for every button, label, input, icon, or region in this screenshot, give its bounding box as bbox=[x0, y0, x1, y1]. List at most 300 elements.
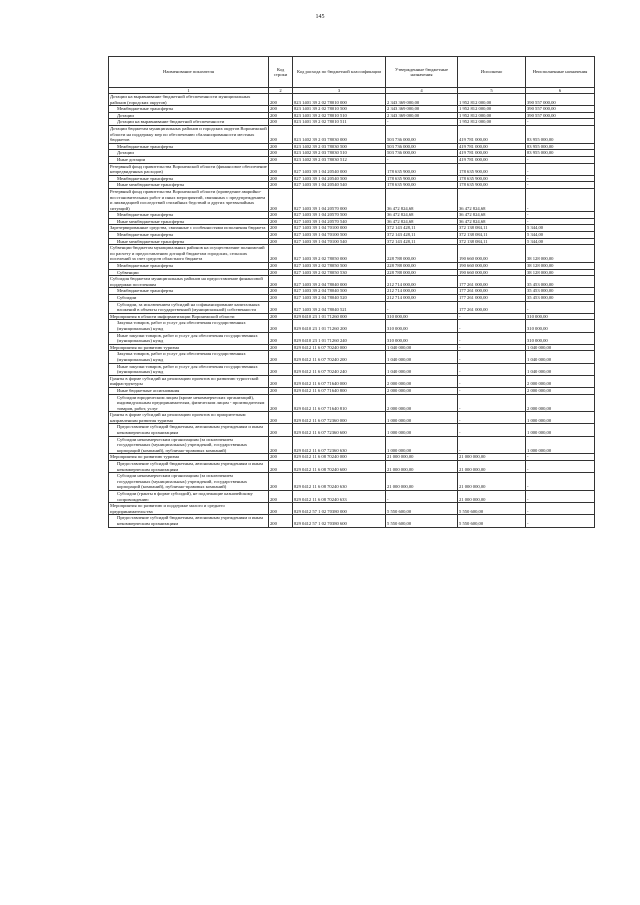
row-line-code: 200 bbox=[269, 119, 293, 126]
row-name: Гранты в форме субсидий на реализацию проектов по приоритетным направлениям развития туризма bbox=[109, 412, 269, 424]
row-budget-code: 829 0412 11 6 08 70240 600 bbox=[293, 461, 386, 473]
row-unexecuted-amount: - bbox=[526, 515, 595, 527]
row-name: Предоставление субсидий бюджетным, автономным учреждениям и иным некоммерческим организациям bbox=[109, 424, 269, 436]
row-unexecuted-amount: - bbox=[526, 119, 595, 126]
row-approved-amount: 310 000,00 bbox=[386, 320, 458, 332]
row-approved-amount: 1 040 000,00 bbox=[386, 363, 458, 375]
table-row bbox=[109, 454, 595, 461]
row-approved-amount: 503 736 000,00 bbox=[386, 150, 458, 157]
row-line-code: 200 bbox=[269, 412, 293, 424]
row-unexecuted-amount: 5 344,00 bbox=[526, 238, 595, 245]
row-line-code: 200 bbox=[269, 225, 293, 232]
row-line-code: 200 bbox=[269, 313, 293, 320]
row-executed-amount: 177 261 000,00 bbox=[458, 276, 526, 288]
row-budget-code: 829 0410 23 1 01 71260 240 bbox=[293, 332, 386, 344]
row-executed-amount: - bbox=[458, 387, 526, 394]
row-executed-amount: 177 261 000,00 bbox=[458, 288, 526, 295]
row-line-code: 200 bbox=[269, 112, 293, 119]
row-line-code: 200 bbox=[269, 503, 293, 515]
row-executed-amount: 1 952 812 000,00 bbox=[458, 94, 526, 106]
row-executed-amount: 190 660 000,00 bbox=[458, 263, 526, 270]
row-budget-code: 827 1403 39 2 04 78040 521 bbox=[293, 301, 386, 313]
row-executed-amount: 5 550 600,00 bbox=[458, 515, 526, 527]
row-approved-amount: 372 143 428,11 bbox=[386, 238, 458, 245]
table-row bbox=[109, 424, 595, 436]
row-executed-amount: - bbox=[458, 344, 526, 351]
row-executed-amount: 372 138 084,11 bbox=[458, 238, 526, 245]
row-approved-amount: 178 635 900,00 bbox=[386, 182, 458, 189]
row-line-code: 200 bbox=[269, 301, 293, 313]
table-row bbox=[109, 503, 595, 515]
row-line-code: 200 bbox=[269, 163, 293, 175]
row-line-code: 200 bbox=[269, 125, 293, 143]
table-row bbox=[109, 351, 595, 363]
row-executed-amount: - bbox=[458, 313, 526, 320]
row-line-code: 200 bbox=[269, 454, 293, 461]
row-name: Мероприятия по развитию и поддержке малого и среднего предпринимательства bbox=[109, 503, 269, 515]
row-unexecuted-amount: - bbox=[526, 491, 595, 503]
row-name: Мероприятия в области информатизации Воронежской области bbox=[109, 313, 269, 320]
row-budget-code: 829 0412 11 6 08 70240 000 bbox=[293, 454, 386, 461]
row-line-code: 200 bbox=[269, 375, 293, 387]
row-name: Предоставление субсидий бюджетным, автономным учреждениям и иным некоммерческим организациям bbox=[109, 461, 269, 473]
row-approved-amount: 2 000 000,00 bbox=[386, 394, 458, 412]
row-budget-code: 829 0412 11 6 07 72360 000 bbox=[293, 412, 386, 424]
row-line-code: 200 bbox=[269, 150, 293, 157]
table-row bbox=[109, 313, 595, 320]
row-budget-code: 829 0412 11 6 07 72360 630 bbox=[293, 436, 386, 454]
row-name: Межбюджетные трансферты bbox=[109, 232, 269, 239]
row-unexecuted-amount: - bbox=[526, 175, 595, 182]
row-executed-amount: 177 261 000,00 bbox=[458, 301, 526, 313]
row-approved-amount: 178 635 900,00 bbox=[386, 163, 458, 175]
row-executed-amount: 372 138 084,11 bbox=[458, 225, 526, 232]
table-row bbox=[109, 394, 595, 412]
row-line-code: 200 bbox=[269, 188, 293, 211]
row-approved-amount: 178 635 900,00 bbox=[386, 175, 458, 182]
header-budget-code: Код расхода по бюджетной классификации bbox=[293, 57, 386, 88]
row-budget-code: 827 1403 39 2 02 78050 000 bbox=[293, 245, 386, 263]
table-row bbox=[109, 515, 595, 527]
row-approved-amount: 5 550 600,00 bbox=[386, 503, 458, 515]
row-line-code: 200 bbox=[269, 436, 293, 454]
budget-execution-table bbox=[108, 56, 595, 528]
header-name: Наименование показателя bbox=[109, 57, 269, 88]
row-approved-amount: 372 143 428,11 bbox=[386, 225, 458, 232]
row-approved-amount: 212 714 000,00 bbox=[386, 295, 458, 302]
row-name: Иные закупки товаров, работ и услуг для обеспечения государственных (муниципальных) нужд bbox=[109, 332, 269, 344]
row-line-code: 200 bbox=[269, 232, 293, 239]
row-unexecuted-amount: - bbox=[526, 461, 595, 473]
table-row bbox=[109, 94, 595, 106]
table-row bbox=[109, 332, 595, 344]
row-budget-code: 829 0412 57 1 02 70380 000 bbox=[293, 503, 386, 515]
table-row bbox=[109, 106, 595, 113]
table-row bbox=[109, 269, 595, 276]
row-budget-code: 827 1403 39 1 04 70100 000 bbox=[293, 225, 386, 232]
row-budget-code: 829 0412 57 1 02 70380 600 bbox=[293, 515, 386, 527]
row-unexecuted-amount: 1 040 000,00 bbox=[526, 363, 595, 375]
row-name: Субсидии некоммерческим организациям (за исключением государственных (муниципальных) учреждений, государственных корпораций (компаний), публично-правовых компаний) bbox=[109, 436, 269, 454]
row-unexecuted-amount: - bbox=[526, 156, 595, 163]
row-executed-amount: - bbox=[458, 394, 526, 412]
row-unexecuted-amount: 1 040 000,00 bbox=[526, 351, 595, 363]
row-line-code: 200 bbox=[269, 288, 293, 295]
row-approved-amount: 310 000,00 bbox=[386, 313, 458, 320]
row-unexecuted-amount: 2 000 000,00 bbox=[526, 387, 595, 394]
row-unexecuted-amount: 1 000 000,00 bbox=[526, 424, 595, 436]
page-number: 145 bbox=[315, 14, 325, 20]
row-name: Дотации на выравнивание бюджетной обеспеченности муниципальных районов (городских округов) bbox=[109, 94, 269, 106]
row-budget-code: 827 1403 39 1 04 20570 500 bbox=[293, 212, 386, 219]
row-budget-code: 827 1403 39 1 04 70100 500 bbox=[293, 232, 386, 239]
row-line-code: 200 bbox=[269, 332, 293, 344]
row-line-code: 200 bbox=[269, 491, 293, 503]
row-name: Межбюджетные трансферты bbox=[109, 212, 269, 219]
row-unexecuted-amount: 1 000 000,00 bbox=[526, 436, 595, 454]
table-row bbox=[109, 225, 595, 232]
table-row bbox=[109, 188, 595, 211]
table-row bbox=[109, 112, 595, 119]
row-unexecuted-amount: - bbox=[526, 182, 595, 189]
row-name: Гранты в форме субсидий на реализацию проектов по развитию туристской инфраструктуры bbox=[109, 375, 269, 387]
table-row bbox=[109, 156, 595, 163]
row-unexecuted-amount: 83 955 000,00 bbox=[526, 143, 595, 150]
table-row bbox=[109, 125, 595, 143]
row-approved-amount: 503 736 000,00 bbox=[386, 125, 458, 143]
row-unexecuted-amount: 35 453 000,00 bbox=[526, 295, 595, 302]
row-executed-amount: 21 000 000,00 bbox=[458, 454, 526, 461]
row-budget-code: 823 1401 39 2 02 78010 511 bbox=[293, 119, 386, 126]
row-unexecuted-amount: 1 000 000,00 bbox=[526, 412, 595, 424]
table-row bbox=[109, 263, 595, 270]
row-budget-code: 829 0412 11 6 07 72360 600 bbox=[293, 424, 386, 436]
row-executed-amount: 419 781 000,00 bbox=[458, 156, 526, 163]
row-name: Мероприятия по развитию туризма bbox=[109, 454, 269, 461]
row-approved-amount: 228 788 000,00 bbox=[386, 245, 458, 263]
row-unexecuted-amount: - bbox=[526, 301, 595, 313]
row-budget-code: 823 1402 39 2 03 78030 000 bbox=[293, 125, 386, 143]
row-approved-amount: 310 000,00 bbox=[386, 332, 458, 344]
table-row bbox=[109, 276, 595, 288]
row-executed-amount: 178 635 900,00 bbox=[458, 182, 526, 189]
table-row bbox=[109, 461, 595, 473]
table-row bbox=[109, 212, 595, 219]
column-number: 6 bbox=[526, 88, 595, 94]
row-line-code: 200 bbox=[269, 276, 293, 288]
row-name: Резервный фонд правительства Воронежской области (финансовое обеспечение непредвиденных расходов) bbox=[110, 163, 267, 175]
row-name: Межбюджетные трансферты bbox=[109, 263, 269, 270]
row-name: Закупка товаров, работ и услуг для обеспечения государственных (муниципальных) нужд bbox=[109, 320, 269, 332]
row-executed-amount: 5 550 600,00 bbox=[458, 503, 526, 515]
row-name: Субсидии (гранты в форме субсидий), не подлежащие казначейскому сопровождению bbox=[109, 491, 269, 503]
table-row bbox=[109, 238, 595, 245]
table-row bbox=[109, 182, 595, 189]
row-line-code: 200 bbox=[269, 394, 293, 412]
row-approved-amount: 21 000 000,00 bbox=[386, 473, 458, 491]
row-unexecuted-amount: 38 128 000,00 bbox=[526, 263, 595, 270]
column-number: 4 bbox=[386, 88, 458, 94]
row-name: Предоставление субсидий бюджетным, автономным учреждениям и иным некоммерческим организациям bbox=[109, 515, 269, 527]
row-unexecuted-amount: 1 040 000,00 bbox=[526, 344, 595, 351]
table-row bbox=[109, 163, 595, 175]
row-executed-amount: 1 952 812 000,00 bbox=[458, 112, 526, 119]
row-name: Межбюджетные трансферты bbox=[109, 175, 269, 182]
row-name: Мероприятия по развитию туризма bbox=[109, 344, 269, 351]
row-approved-amount: 1 000 000,00 bbox=[386, 424, 458, 436]
table-row bbox=[109, 150, 595, 157]
header-unexecuted: Неисполненные назначения bbox=[526, 57, 595, 88]
row-executed-amount: 1 952 812 000,00 bbox=[458, 106, 526, 113]
row-line-code: 200 bbox=[269, 106, 293, 113]
row-budget-code: 829 0412 11 6 07 70240 240 bbox=[293, 363, 386, 375]
row-executed-amount: 21 000 000,00 bbox=[458, 473, 526, 491]
row-approved-amount: - bbox=[386, 301, 458, 313]
row-unexecuted-amount: 2 000 000,00 bbox=[526, 375, 595, 387]
row-unexecuted-amount: 310 000,00 bbox=[526, 313, 595, 320]
row-approved-amount: 21 000 000,00 bbox=[386, 454, 458, 461]
row-executed-amount: - bbox=[458, 424, 526, 436]
row-budget-code: 827 1403 39 1 04 20540 540 bbox=[293, 182, 386, 189]
table-row bbox=[109, 375, 595, 387]
row-budget-code: 827 1403 39 2 04 78040 500 bbox=[293, 288, 386, 295]
row-executed-amount: 178 635 900,00 bbox=[458, 163, 526, 175]
row-executed-amount: 36 472 824,68 bbox=[458, 188, 526, 211]
row-unexecuted-amount: 35 453 000,00 bbox=[526, 288, 595, 295]
row-budget-code: 823 1401 39 2 02 78010 000 bbox=[293, 94, 386, 106]
row-budget-code: 829 0410 23 1 01 71260 200 bbox=[293, 320, 386, 332]
row-executed-amount: 36 472 824,68 bbox=[458, 218, 526, 225]
row-executed-amount: - bbox=[458, 363, 526, 375]
row-executed-amount: 21 000 000,00 bbox=[458, 491, 526, 503]
row-line-code: 200 bbox=[269, 461, 293, 473]
row-unexecuted-amount: 310 000,00 bbox=[526, 320, 595, 332]
row-approved-amount: 228 788 000,00 bbox=[386, 263, 458, 270]
row-approved-amount: 503 736 000,00 bbox=[386, 143, 458, 150]
column-number: 2 bbox=[269, 88, 293, 94]
table-row bbox=[109, 245, 595, 263]
table-row bbox=[109, 232, 595, 239]
row-line-code: 200 bbox=[269, 212, 293, 219]
row-executed-amount: 419 781 000,00 bbox=[458, 143, 526, 150]
row-budget-code: 829 0412 11 6 07 71640 000 bbox=[293, 375, 386, 387]
row-budget-code: 827 1403 39 2 02 78050 530 bbox=[293, 269, 386, 276]
row-line-code: 200 bbox=[269, 515, 293, 527]
row-name: Дотации на выравнивание бюджетной обеспеченности bbox=[109, 119, 269, 126]
table-row bbox=[109, 387, 595, 394]
row-approved-amount: 36 472 824,68 bbox=[386, 218, 458, 225]
table-row bbox=[109, 119, 595, 126]
table-row bbox=[109, 143, 595, 150]
row-approved-amount: 1 000 000,00 bbox=[386, 412, 458, 424]
row-unexecuted-amount: 390 557 000,00 bbox=[526, 112, 595, 119]
table-row bbox=[109, 218, 595, 225]
row-line-code: 200 bbox=[269, 143, 293, 150]
row-approved-amount: 2 000 000,00 bbox=[386, 387, 458, 394]
row-approved-amount: 1 040 000,00 bbox=[386, 344, 458, 351]
row-unexecuted-amount: 38 128 000,00 bbox=[526, 245, 595, 263]
row-name: Дотации bbox=[109, 150, 269, 157]
row-approved-amount: - bbox=[386, 156, 458, 163]
row-line-code: 200 bbox=[269, 94, 293, 106]
row-budget-code: 827 1403 39 1 04 20570 000 bbox=[293, 188, 386, 211]
row-approved-amount: 1 000 000,00 bbox=[386, 436, 458, 454]
row-executed-amount: 419 781 000,00 bbox=[458, 125, 526, 143]
row-executed-amount: 178 635 900,00 bbox=[458, 175, 526, 182]
row-line-code: 200 bbox=[269, 363, 293, 375]
row-line-code: 200 bbox=[269, 387, 293, 394]
row-executed-amount: - bbox=[458, 436, 526, 454]
row-budget-code: 823 1402 39 2 03 78030 510 bbox=[293, 150, 386, 157]
table-row bbox=[109, 473, 595, 491]
row-approved-amount: 2 343 369 000,00 bbox=[386, 112, 458, 119]
row-budget-code: 829 0412 11 6 07 71640 810 bbox=[293, 394, 386, 412]
row-approved-amount: 1 040 000,00 bbox=[386, 351, 458, 363]
row-approved-amount: 2 000 000,00 bbox=[386, 375, 458, 387]
row-budget-code: 827 1403 39 1 04 20540 500 bbox=[293, 175, 386, 182]
row-name: Дотации бюджетам муниципальных районов и городских округов Воронежской области на поддержку мер по обеспечению сбалансированности местных бюджетов bbox=[110, 125, 267, 143]
row-line-code: 200 bbox=[269, 263, 293, 270]
row-executed-amount: 177 261 000,00 bbox=[458, 295, 526, 302]
row-executed-amount: - bbox=[458, 332, 526, 344]
column-number: 1 bbox=[109, 88, 269, 94]
row-budget-code: 823 1401 39 2 02 78010 510 bbox=[293, 112, 386, 119]
row-unexecuted-amount: 5 344,00 bbox=[526, 225, 595, 232]
row-line-code: 200 bbox=[269, 320, 293, 332]
row-executed-amount: - bbox=[458, 375, 526, 387]
row-approved-amount: 2 343 369 000,00 bbox=[386, 94, 458, 106]
row-approved-amount: 372 143 428,11 bbox=[386, 232, 458, 239]
row-unexecuted-amount: 310 000,00 bbox=[526, 332, 595, 344]
table-row bbox=[109, 344, 595, 351]
table-header bbox=[109, 57, 595, 94]
row-line-code: 200 bbox=[269, 269, 293, 276]
row-budget-code: 823 1402 39 2 03 78030 512 bbox=[293, 156, 386, 163]
row-unexecuted-amount: - bbox=[526, 212, 595, 219]
row-budget-code: 829 0412 11 6 08 70240 633 bbox=[293, 491, 386, 503]
row-unexecuted-amount: 5 344,00 bbox=[526, 232, 595, 239]
row-line-code: 200 bbox=[269, 245, 293, 263]
row-approved-amount: 36 472 824,68 bbox=[386, 212, 458, 219]
row-unexecuted-amount: - bbox=[526, 188, 595, 211]
row-unexecuted-amount: 390 557 000,00 bbox=[526, 94, 595, 106]
column-number: 5 bbox=[458, 88, 526, 94]
row-line-code: 200 bbox=[269, 218, 293, 225]
row-name: Иные бюджетные ассигнования bbox=[109, 387, 269, 394]
row-name: Субсидии некоммерческим организациям (за исключением государственных (муниципальных) учреждений, государственных корпораций (компаний), публично-правовых компаний) bbox=[109, 473, 269, 491]
table-row bbox=[109, 363, 595, 375]
row-unexecuted-amount: 390 557 000,00 bbox=[526, 106, 595, 113]
row-unexecuted-amount: 2 000 000,00 bbox=[526, 394, 595, 412]
row-line-code: 200 bbox=[269, 182, 293, 189]
table-row bbox=[109, 412, 595, 424]
row-line-code: 200 bbox=[269, 424, 293, 436]
row-approved-amount: 5 550 600,00 bbox=[386, 515, 458, 527]
row-budget-code: 829 0412 11 6 07 70240 000 bbox=[293, 344, 386, 351]
row-unexecuted-amount: - bbox=[526, 503, 595, 515]
row-name: Иные межбюджетные трансферты bbox=[109, 182, 269, 189]
header-line-code: Код строки bbox=[269, 57, 293, 88]
row-approved-amount: - bbox=[386, 119, 458, 126]
row-name: Субсидии bbox=[109, 295, 269, 302]
row-unexecuted-amount: 83 955 000,00 bbox=[526, 150, 595, 157]
header-executed: Исполнено bbox=[458, 57, 526, 88]
row-name: Иные межбюджетные трансферты bbox=[109, 238, 269, 245]
row-name: Межбюджетные трансферты bbox=[109, 143, 269, 150]
row-name: Субсидии юридическим лицам (кроме некоммерческих организаций), индивидуальным предпринимателям, физическим лицам - производителям товаров, работ, услуг bbox=[109, 394, 269, 412]
row-line-code: 200 bbox=[269, 473, 293, 491]
row-name: Закупка товаров, работ и услуг для обеспечения государственных (муниципальных) нужд bbox=[109, 351, 269, 363]
row-budget-code: 827 1403 39 1 04 20540 000 bbox=[293, 163, 386, 175]
row-executed-amount: 190 660 000,00 bbox=[458, 245, 526, 263]
row-budget-code: 829 0412 11 6 07 71640 800 bbox=[293, 387, 386, 394]
row-name: Резервный фонд правительства Воронежской области (проведение аварийно-восстановительных работ и иных мероприятий, связанных с предупреждением и ликвидацией последствий стихийных бедствий и других чрезвычайных ситуаций) bbox=[109, 188, 269, 211]
table-row bbox=[109, 288, 595, 295]
row-budget-code: 827 1403 39 1 04 20570 540 bbox=[293, 218, 386, 225]
row-approved-amount: 212 714 000,00 bbox=[386, 276, 458, 288]
row-budget-code: 827 1403 39 2 04 78040 000 bbox=[293, 276, 386, 288]
row-name: Иные межбюджетные трансферты bbox=[109, 218, 269, 225]
table-row bbox=[109, 175, 595, 182]
row-name: Субвенции бюджетам муниципальных районов на осуществление полномочий по расчету и предоставлению дотаций бюджетам городских, сельских поселений за счет средств областного бюджета bbox=[109, 245, 269, 263]
row-executed-amount: 21 000 000,00 bbox=[458, 461, 526, 473]
row-name: Межбюджетные трансферты bbox=[109, 106, 269, 113]
row-line-code: 200 bbox=[269, 238, 293, 245]
row-name: Межбюджетные трансферты bbox=[109, 288, 269, 295]
table-row bbox=[109, 301, 595, 313]
row-unexecuted-amount: 38 128 000,00 bbox=[526, 269, 595, 276]
row-name: Субсидии, за исключением субсидий на софинансирование капитальных вложений в объекты государственной (муниципальной) собственности bbox=[109, 301, 269, 313]
row-unexecuted-amount: 35 453 000,00 bbox=[526, 276, 595, 288]
row-executed-amount: 419 781 000,00 bbox=[458, 150, 526, 157]
row-budget-code: 823 1402 39 2 03 78030 500 bbox=[293, 143, 386, 150]
row-executed-amount: 1 952 812 000,00 bbox=[458, 119, 526, 126]
row-approved-amount: 21 000 000,00 bbox=[386, 461, 458, 473]
table-body bbox=[109, 94, 595, 528]
row-budget-code: 827 1403 39 2 02 78050 500 bbox=[293, 263, 386, 270]
row-executed-amount: - bbox=[458, 320, 526, 332]
row-line-code: 200 bbox=[269, 295, 293, 302]
row-approved-amount: 212 714 000,00 bbox=[386, 288, 458, 295]
header-approved: Утвержденные бюджетные назначения bbox=[386, 57, 458, 88]
table-row bbox=[109, 320, 595, 332]
row-approved-amount: 2 343 369 000,00 bbox=[386, 106, 458, 113]
row-budget-code: 827 1403 39 1 04 70100 540 bbox=[293, 238, 386, 245]
column-number: 3 bbox=[293, 88, 386, 94]
row-executed-amount: - bbox=[458, 412, 526, 424]
row-name: Зарезервированные средства, связанные с особенностями исполнения бюджета bbox=[109, 225, 269, 232]
row-line-code: 200 bbox=[269, 175, 293, 182]
row-name: Дотации bbox=[109, 112, 269, 119]
row-unexecuted-amount: - bbox=[526, 454, 595, 461]
row-approved-amount: 36 472 824,68 bbox=[386, 188, 458, 211]
table-row bbox=[109, 436, 595, 454]
row-executed-amount: 190 660 000,00 bbox=[458, 269, 526, 276]
row-name: Субвенции bbox=[109, 269, 269, 276]
row-name: Субсидия бюджетам муниципальных районов на предоставление финансовой поддержки поселениям bbox=[109, 276, 269, 288]
row-line-code: 200 bbox=[269, 156, 293, 163]
table-row bbox=[109, 491, 595, 503]
row-unexecuted-amount: - bbox=[526, 473, 595, 491]
row-executed-amount: 36 472 824,68 bbox=[458, 212, 526, 219]
row-line-code: 200 bbox=[269, 351, 293, 363]
row-name: Иные закупки товаров, работ и услуг для обеспечения государственных (муниципальных) нужд bbox=[109, 363, 269, 375]
row-budget-code: 829 0412 11 6 08 70240 630 bbox=[293, 473, 386, 491]
row-executed-amount: - bbox=[458, 351, 526, 363]
row-line-code: 200 bbox=[269, 344, 293, 351]
row-approved-amount: 228 788 000,00 bbox=[386, 269, 458, 276]
row-budget-code: 829 0410 23 1 01 71260 000 bbox=[293, 313, 386, 320]
